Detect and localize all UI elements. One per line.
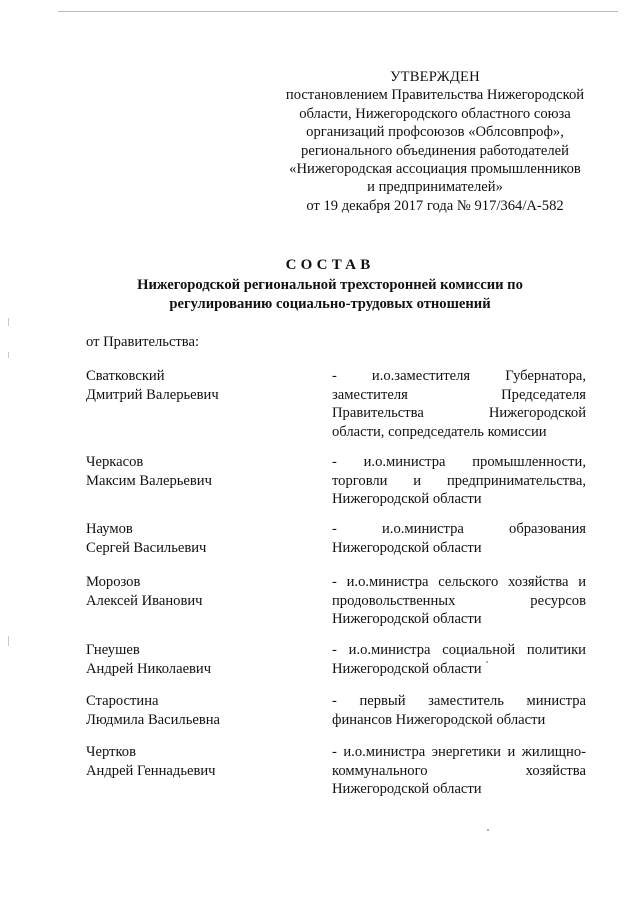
member-name bbox=[86, 692, 306, 729]
member-surname: Сватковский bbox=[86, 368, 165, 384]
member-given-name: Сергей Васильевич bbox=[86, 539, 207, 556]
document-subtitle-line: Нижегородской региональной трехсторонней комиссии по bbox=[137, 277, 523, 293]
document-title-block bbox=[80, 256, 580, 314]
member-surname: Наумов bbox=[86, 521, 133, 537]
member-given-name: Людмила Васильевна bbox=[86, 711, 221, 728]
member-given-name: Максим Валерьевич bbox=[86, 472, 212, 489]
member-surname: Черкасов bbox=[86, 454, 144, 470]
approval-line: организаций профсоюзов «Облсовпроф», bbox=[306, 124, 564, 141]
member-name bbox=[86, 573, 306, 610]
approval-date-line: от 19 декабря 2017 года № 917/364/А-582 bbox=[306, 197, 564, 214]
approval-line: и предпринимателей» bbox=[367, 179, 503, 196]
approval-block bbox=[270, 68, 600, 215]
approval-line: «Нижегородская ассоциация промышленников bbox=[289, 161, 581, 178]
member-given-name: Андрей Николаевич bbox=[86, 660, 212, 677]
role-line: - и.о.заместителя Губернатора, bbox=[332, 368, 586, 384]
member-given-name: Алексей Иванович bbox=[86, 592, 203, 609]
role-line: коммунального хозяйства bbox=[332, 762, 586, 779]
member-role bbox=[332, 367, 586, 441]
role-line: Нижегородской области bbox=[332, 611, 482, 628]
document-subtitle-line: регулированию социально-трудовых отношений bbox=[169, 296, 491, 312]
member-name bbox=[86, 743, 306, 780]
member-name bbox=[86, 367, 306, 404]
approval-line: постановлением Правительства Нижегородской bbox=[285, 87, 585, 104]
role-line: Нижегородской области bbox=[332, 781, 482, 798]
role-line: - первый заместитель министра bbox=[332, 693, 586, 709]
role-line: финансов Нижегородской области bbox=[332, 711, 546, 728]
member-name bbox=[86, 641, 306, 678]
scan-speck bbox=[486, 661, 488, 663]
role-line: области, сопредседатель комиссии bbox=[332, 423, 547, 440]
member-role bbox=[332, 743, 586, 799]
scan-speck bbox=[487, 829, 489, 831]
role-line: заместителя Председателя bbox=[332, 386, 586, 403]
scan-margin-mark bbox=[8, 318, 9, 326]
role-line: - и.о.министра социальной политики bbox=[332, 642, 586, 658]
role-line: - и.о.министра промышленности, bbox=[332, 454, 586, 470]
role-line: Правительства Нижегородской bbox=[332, 405, 586, 422]
member-given-name: Дмитрий Валерьевич bbox=[86, 386, 219, 403]
member-role bbox=[332, 520, 586, 557]
approval-line: регионального объединения работодателей bbox=[301, 142, 569, 159]
member-given-name: Андрей Геннадьевич bbox=[86, 762, 216, 779]
role-line: - и.о.министра сельского хозяйства и bbox=[332, 574, 586, 590]
scan-margin-mark bbox=[8, 636, 9, 646]
member-role bbox=[332, 453, 586, 509]
role-line: Нижегородской области bbox=[332, 491, 482, 508]
role-line: торговли и предпринимательства, bbox=[332, 472, 586, 489]
member-surname: Гнеушев bbox=[86, 642, 140, 658]
role-line: - и.о.министра образования bbox=[332, 521, 586, 537]
role-line: Нижегородской области bbox=[332, 660, 482, 677]
member-role bbox=[332, 641, 586, 678]
section-label: от Правительства: bbox=[86, 334, 200, 350]
member-name bbox=[86, 520, 306, 557]
role-line: Нижегородской области bbox=[332, 539, 482, 556]
member-surname: Чертков bbox=[86, 744, 136, 760]
approval-heading: УТВЕРЖДЕН bbox=[390, 69, 480, 85]
member-surname: Старостина bbox=[86, 693, 159, 709]
role-line: продовольственных ресурсов bbox=[332, 592, 586, 609]
member-surname: Морозов bbox=[86, 574, 141, 590]
document-title: СОСТАВ bbox=[285, 257, 375, 273]
scan-margin-mark bbox=[8, 352, 9, 358]
approval-line: области, Нижегородского областного союза bbox=[299, 105, 571, 122]
member-name bbox=[86, 453, 306, 490]
role-line: - и.о.министра энергетики и жилищно- bbox=[332, 744, 586, 760]
member-role bbox=[332, 573, 586, 629]
member-role bbox=[332, 692, 586, 729]
scan-edge-line bbox=[58, 11, 618, 12]
